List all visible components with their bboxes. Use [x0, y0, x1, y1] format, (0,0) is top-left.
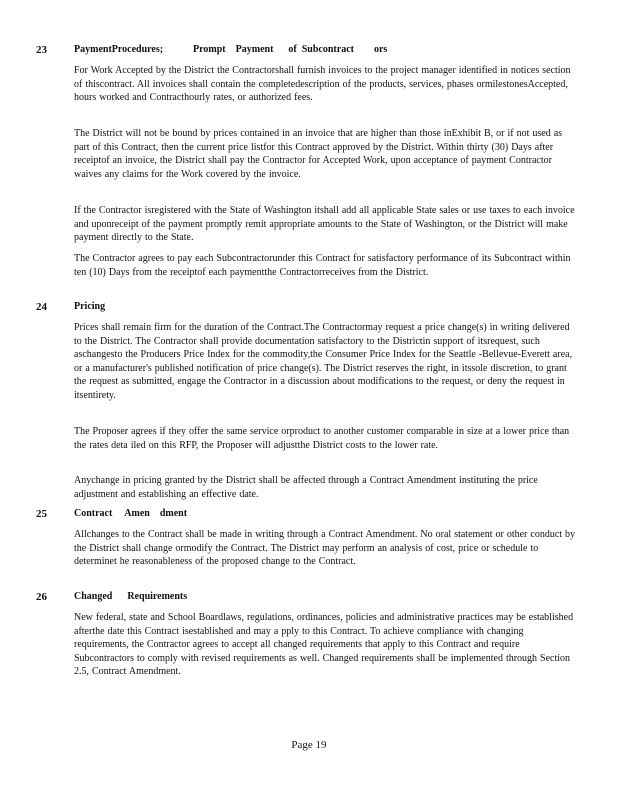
section-number: 25	[36, 508, 47, 520]
section-heading: Pricing	[74, 301, 106, 312]
paragraph: Prices shall remain firm for the duration of the Contract.The Contractormay request a price change(s) in writing delivered to the District. The Contractor shall provide documentation satisfactory to the Districtin support of itsrequest, such aschangesto the Producers Price Index for the commodity,the Consumer Price Index for the Seattle -Bellevue-Everett area, or a manufacturer's published notification of price change(s). The District reserves the right, in itssole discretion, to grant the request as submitted, engage the Contractor in a discussion about modifications to the request, or deny the request in itsentirety.	[74, 322, 573, 401]
paragraph: New federal, state and School Boardlaws, regulations, ordinances, policies and administrative practices may be established afterthe date this Contract isestablished and may a pply to this Contract. To achieve compliance with changing requirements, the Contractor agrees to accept all changed requirements that apply to this Contract and require Subcontractors to comply with revised requirements as well. Changed requirements shall be implemented through Section 2.5, Contract Amendment.	[74, 612, 574, 677]
paragraph: The Proposer agrees if they offer the same service orproduct to another customer comparable in size at a lower price than the rates deta iled on this RFP, the Proposer will adjustthe District costs to the lower rate.	[74, 426, 570, 451]
section-heading: Changed Requirements	[74, 591, 188, 602]
section-heading: Contract Amen dment	[74, 508, 188, 519]
section-number: 26	[36, 591, 47, 603]
section-number: 24	[36, 301, 47, 313]
paragraph: Anychange in pricing granted by the District shall be affected through a Contract Amendment instituting the price adjustment and establishing an effective date.	[74, 475, 538, 500]
paragraph: Allchanges to the Contract shall be made in writing through a Contract Amendment. No oral statement or other conduct by the District shall change ormodify the Contract. The District may perform an analysis of cost, price or schedule to determinet he reasonableness of the proposed change to the Contract.	[74, 529, 576, 567]
paragraph: The Contractor agrees to pay each Subcontractorunder this Contract for satisfactory performance of its Subcontract within ten (10) Days from the receiptof each paymentthe Contractorreceives from the District.	[74, 253, 571, 278]
page-number: Page 19	[291, 739, 327, 751]
section-heading: PaymentProcedures; Prompt Payment of Subcontract ors	[74, 44, 388, 55]
paragraph: The District will not be bound by prices contained in an invoice that are higher than those inExhibit B, or if not used as part of this Contract, then the current price listfor this Contract approved by the District. Within thirty (30) Days after receiptof an invoice, the District shall pay the Contractor for Accepted Work, upon acceptance of payment Contractor waives any claims for the Work covered by the invoice.	[74, 128, 563, 180]
paragraph: If the Contractor isregistered with the State of Washington itshall add all applicable State sales or use taxes to each invoice and uponreceipt of the payment promptly remit appropriate amounts to the State of Washington, or the District will make payment directly to the State.	[74, 205, 575, 243]
section-number: 23	[36, 44, 47, 56]
paragraph: For Work Accepted by the District the Contractorshall furnish invoices to the project manager identified in notices section of thiscontract. All invoices shall contain the completedescription of the products, services, phases ormilestonesAccepted, hours worked and Contracthourly rates, or authorized fees.	[74, 65, 571, 103]
